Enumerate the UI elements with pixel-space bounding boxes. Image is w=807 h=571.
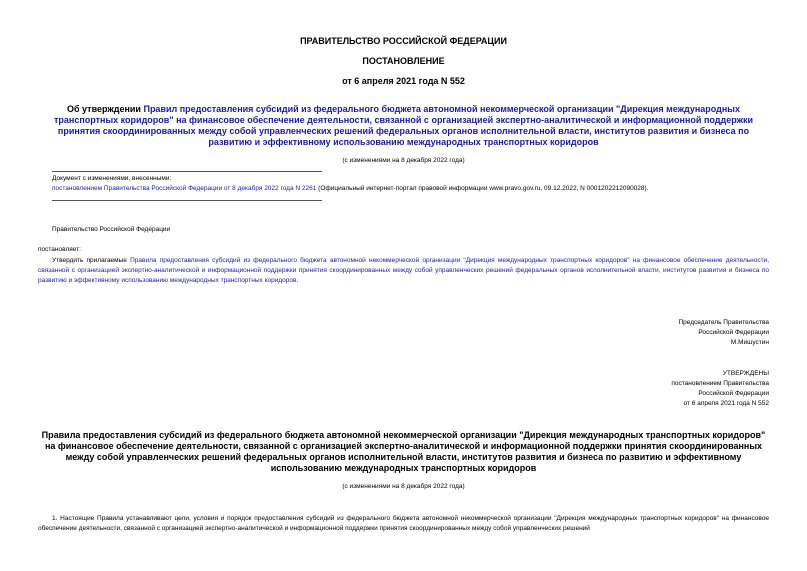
- amendment-decree-link[interactable]: постановлением Правительства Российской Федерации от 8 декабря 2022 года N 2261: [52, 185, 317, 192]
- approve-paragraph: [38, 256, 769, 286]
- document-date-number: от 6 апреля 2021 года N 552: [342, 76, 465, 86]
- amended-note: (с изменениями на 8 декабря 2022 года): [342, 157, 465, 164]
- changes-label: Документ с изменениями, внесенными:: [52, 175, 172, 182]
- title-prefix: Об утверждении: [66, 104, 144, 114]
- rules-paragraph-1: 1. Настоящие Правила устанавливают цели, условия и порядок предоставления субсидий из федерального бюджета автономной некоммерческой организации "Дирекция международных транспортных коридоров" на финансовое обеспечение деятельности, связанной с организацией экспертно-аналитической и информационной поддержки принятия скоординированных между собой управленческих решений: [38, 515, 769, 532]
- approved-country: Российской Федерации: [698, 390, 769, 397]
- divider-top: [52, 171, 322, 172]
- changes-entry: [52, 184, 772, 194]
- divider-bottom: [52, 200, 322, 201]
- issuer: Правительство Российской Федерации: [52, 226, 171, 233]
- approved-date: от 6 апреля 2021 года N 552: [683, 400, 769, 407]
- amendment-source: (Официальный интернет-портал правовой информации www.pravo.gov.ru, 09.12.2022, N 0001202212090028).: [316, 185, 649, 192]
- rules-amended-note: (с изменениями на 8 декабря 2022 года): [342, 483, 465, 490]
- government-heading: ПРАВИТЕЛЬСТВО РОССИЙСКОЙ ФЕДЕРАЦИИ: [300, 36, 507, 46]
- document-type: ПОСТАНОВЛЕНИЕ: [362, 56, 445, 66]
- approved-block: [671, 369, 769, 409]
- signature-block: [678, 318, 769, 348]
- title-rules-link[interactable]: Правил предоставления субсидий из федерального бюджета автономной некоммерческой организации "Дирекция международных транспортных коридоров" на финансовое обеспечение деятельности, связанной с организацией экспертно-аналитической и информационной поддержки принятия скоординированных между собой управленческих решений федеральных органов исполнительной власти, институтов развития и бизнеса по развитию и эффективному использованию международных транспортных коридоров: [53, 104, 754, 147]
- decrees-word: постановляет:: [38, 246, 81, 253]
- signature-position: Председатель Правительства: [678, 319, 769, 326]
- approve-word: Утвердить прилагаемые: [52, 257, 131, 264]
- approved-heading: УТВЕРЖДЕНЫ: [722, 370, 769, 377]
- signature-country: Российской Федерации: [698, 329, 769, 336]
- approved-by: постановлением Правительства: [671, 380, 769, 387]
- signature-name: М.Мишустин: [730, 339, 769, 346]
- approve-rules-link[interactable]: Правила предоставления субсидий из федерального бюджета автономной некоммерческой организации "Дирекция международных транспортных коридоров" на финансовое обеспечение деятельности, связанной с организацией экспертно-аналитической и информационной поддержки принятия скоординированных между собой управленческих решений федеральных органов исполнительной власти, институтов развития и бизнеса по развитию и эффективному использованию международных транспортных коридоров.: [38, 257, 769, 284]
- document-title: [36, 104, 771, 148]
- rules-title: Правила предоставления субсидий из федерального бюджета автономной некоммерческой организации "Дирекция международных транспортных коридоров" на финансовое обеспечение деятельности, связанной с организацией экспертно-аналитической и информационной поддержки принятия скоординированных между собой управленческих решений федеральных органов исполнительной власти, институтов развития и бизнеса по развитию и эффективному использованию международных транспортных коридоров: [41, 430, 766, 473]
